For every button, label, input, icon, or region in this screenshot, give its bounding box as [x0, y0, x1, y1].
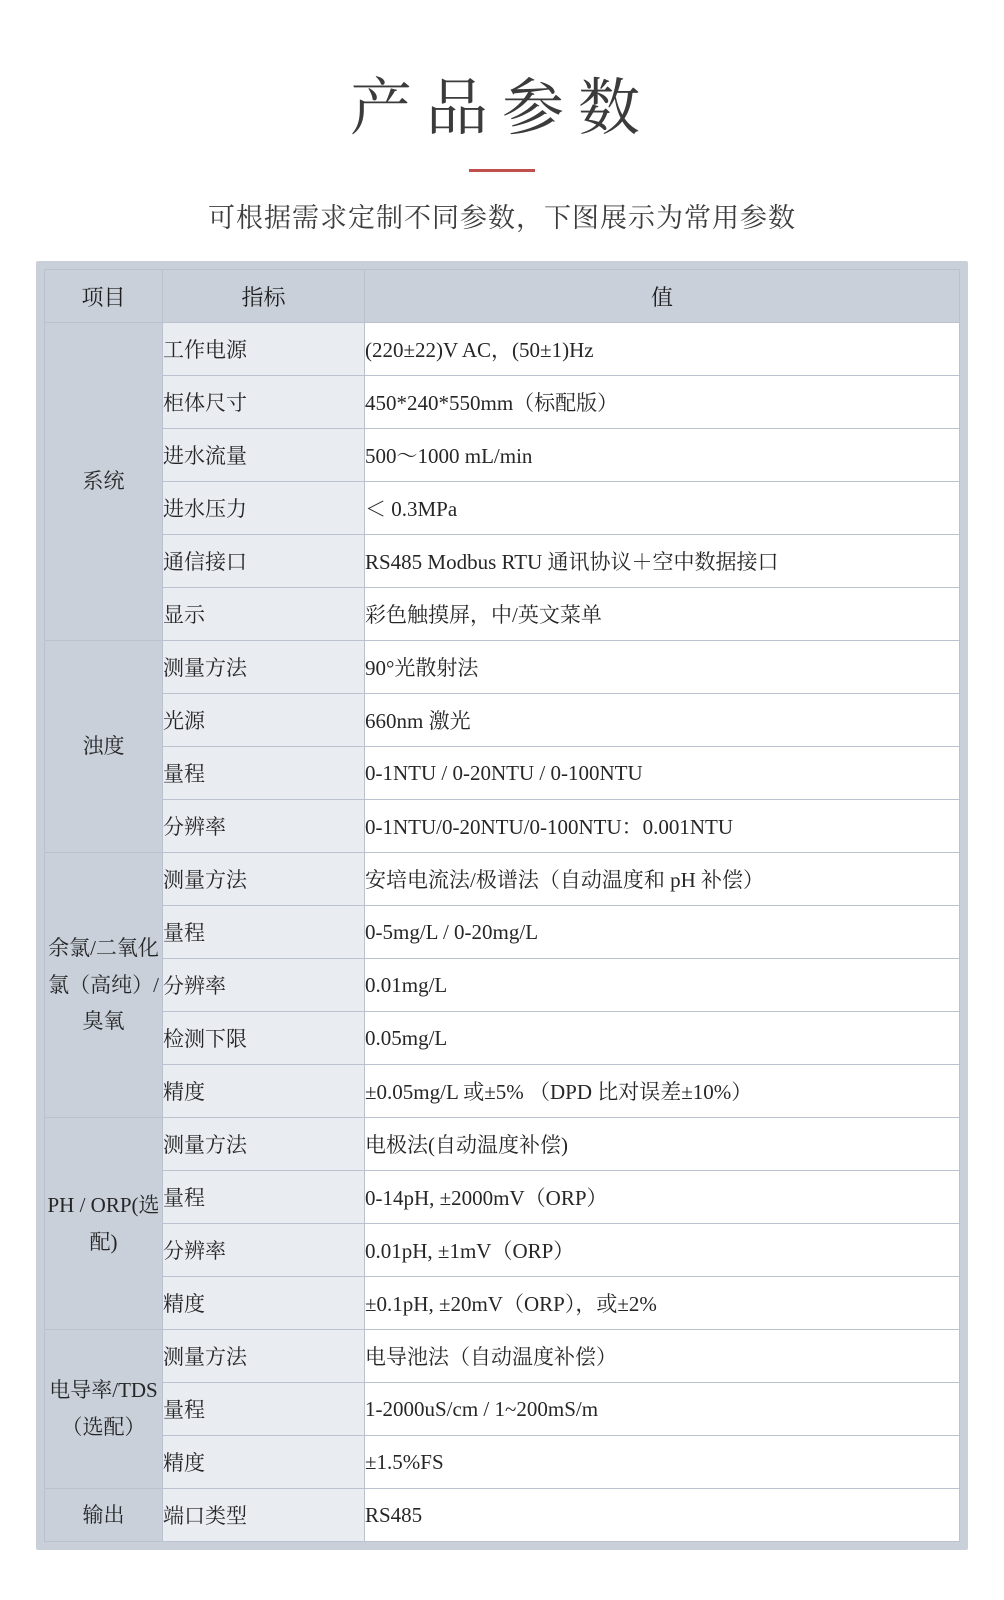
- table-row: [45, 1383, 960, 1436]
- table-row: [45, 641, 960, 694]
- table-header-row: [45, 270, 960, 323]
- metric-value: 90°光散射法: [365, 641, 960, 694]
- metric-label: 量程: [163, 1383, 365, 1436]
- table-row: [45, 535, 960, 588]
- metric-value: 1-2000uS/cm / 1~200mS/m: [365, 1383, 960, 1436]
- metric-value: 660nm 激光: [365, 694, 960, 747]
- metric-label: 测量方法: [163, 641, 365, 694]
- metric-value: RS485: [365, 1489, 960, 1542]
- table-row: [45, 1436, 960, 1489]
- group-label: 系统: [45, 323, 163, 641]
- group-label: 输出: [45, 1489, 163, 1542]
- table-row: [45, 1065, 960, 1118]
- metric-label: 精度: [163, 1277, 365, 1330]
- table-row: [45, 853, 960, 906]
- table-row: [45, 694, 960, 747]
- metric-value: 电导池法（自动温度补偿）: [365, 1330, 960, 1383]
- metric-value: RS485 Modbus RTU 通讯协议＋空中数据接口: [365, 535, 960, 588]
- metric-value: 0-14pH, ±2000mV（ORP）: [365, 1171, 960, 1224]
- metric-label: 通信接口: [163, 535, 365, 588]
- table-row: [45, 588, 960, 641]
- table-row: [45, 1277, 960, 1330]
- metric-label: 进水压力: [163, 482, 365, 535]
- metric-label: 精度: [163, 1436, 365, 1489]
- table-row: [45, 1012, 960, 1065]
- table-row: [45, 1171, 960, 1224]
- metric-label: 显示: [163, 588, 365, 641]
- metric-label: 量程: [163, 906, 365, 959]
- metric-value: 彩色触摸屏，中/英文菜单: [365, 588, 960, 641]
- group-label: 余氯/二氧化氯（高纯）/臭氧: [45, 853, 163, 1118]
- metric-label: 工作电源: [163, 323, 365, 376]
- metric-value: 450*240*550mm（标配版）: [365, 376, 960, 429]
- metric-label: 测量方法: [163, 1330, 365, 1383]
- metric-value: 500～1000 mL/min: [365, 429, 960, 482]
- metric-label: 分辨率: [163, 959, 365, 1012]
- metric-value: 0-1NTU / 0-20NTU / 0-100NTU: [365, 747, 960, 800]
- table-row: [45, 482, 960, 535]
- metric-label: 进水流量: [163, 429, 365, 482]
- group-label: PH / ORP(选配): [45, 1118, 163, 1330]
- metric-value: 0-1NTU/0-20NTU/0-100NTU：0.001NTU: [365, 800, 960, 853]
- column-header-value: 值: [365, 270, 960, 323]
- table-row: [45, 376, 960, 429]
- table-row: [45, 323, 960, 376]
- table-row: [45, 429, 960, 482]
- metric-label: 量程: [163, 1171, 365, 1224]
- metric-label: 量程: [163, 747, 365, 800]
- metric-label: 柜体尺寸: [163, 376, 365, 429]
- metric-label: 端口类型: [163, 1489, 365, 1542]
- metric-label: 检测下限: [163, 1012, 365, 1065]
- metric-value: 0.05mg/L: [365, 1012, 960, 1065]
- table-row: [45, 800, 960, 853]
- column-header-metric: 指标: [163, 270, 365, 323]
- spec-table-container: [36, 261, 968, 1550]
- metric-value: ±0.1pH, ±20mV（ORP），或±2%: [365, 1277, 960, 1330]
- column-header-item: 项目: [45, 270, 163, 323]
- metric-value: 0.01pH, ±1mV（ORP）: [365, 1224, 960, 1277]
- metric-value: ±0.05mg/L 或±5% （DPD 比对误差±10%）: [365, 1065, 960, 1118]
- metric-value: 0.01mg/L: [365, 959, 960, 1012]
- metric-value: ±1.5%FS: [365, 1436, 960, 1489]
- table-row: [45, 1489, 960, 1542]
- title-divider: [469, 169, 535, 172]
- table-row: [45, 747, 960, 800]
- metric-value: 0-5mg/L / 0-20mg/L: [365, 906, 960, 959]
- metric-label: 测量方法: [163, 853, 365, 906]
- metric-value: ＜ 0.3MPa: [365, 482, 960, 535]
- spec-table: [44, 269, 960, 1542]
- table-row: [45, 959, 960, 1012]
- table-row: [45, 906, 960, 959]
- metric-label: 光源: [163, 694, 365, 747]
- metric-label: 分辨率: [163, 800, 365, 853]
- group-label: 电导率/TDS（选配）: [45, 1330, 163, 1489]
- table-row: [45, 1330, 960, 1383]
- metric-value: (220±22)V AC，(50±1)Hz: [365, 323, 960, 376]
- table-row: [45, 1224, 960, 1277]
- group-label: 浊度: [45, 641, 163, 853]
- metric-value: 电极法(自动温度补偿): [365, 1118, 960, 1171]
- metric-label: 测量方法: [163, 1118, 365, 1171]
- metric-label: 分辨率: [163, 1224, 365, 1277]
- metric-label: 精度: [163, 1065, 365, 1118]
- table-row: [45, 1118, 960, 1171]
- page-subtitle: 可根据需求定制不同参数，下图展示为常用参数: [208, 203, 796, 233]
- metric-value: 安培电流法/极谱法（自动温度和 pH 补偿）: [365, 853, 960, 906]
- page-title: 产品参数: [349, 75, 654, 143]
- spec-table-body: [45, 323, 960, 1542]
